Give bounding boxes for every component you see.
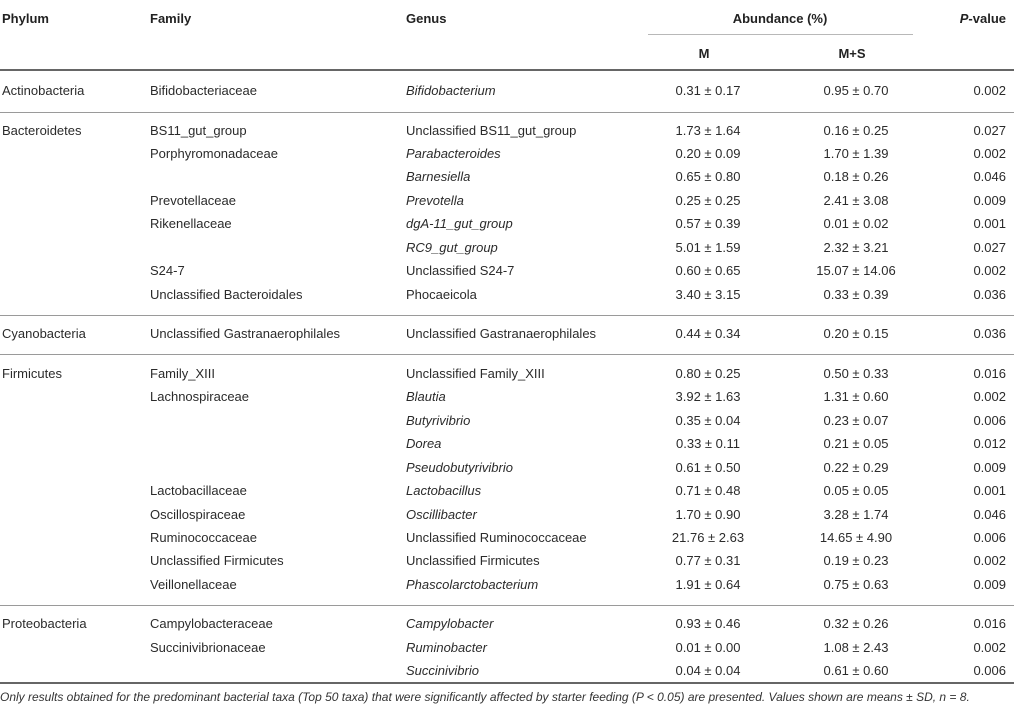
group-divider xyxy=(0,354,1014,355)
group-divider xyxy=(0,605,1014,606)
genus-cell: Campylobacter xyxy=(406,616,494,631)
header-m-plus-s: M+S xyxy=(838,46,866,61)
m-value-cell: 0.01 ± 0.00 xyxy=(675,640,741,655)
genus-cell: Parabacteroides xyxy=(406,146,501,161)
p-value-cell: 0.009 xyxy=(973,577,1006,592)
genus-cell: Phascolarctobacterium xyxy=(406,577,539,592)
genus-cell: Bifidobacterium xyxy=(406,83,496,98)
genus-cell: Unclassified Family_XIII xyxy=(406,366,545,381)
m-plus-s-value-cell: 0.16 ± 0.25 xyxy=(823,123,889,138)
p-value-cell: 0.006 xyxy=(973,413,1006,428)
family-cell: Oscillospiraceae xyxy=(150,507,246,522)
m-plus-s-value-cell: 0.23 ± 0.07 xyxy=(823,413,889,428)
family-cell: Porphyromonadaceae xyxy=(150,146,278,161)
family-cell: Unclassified Gastranaerophilales xyxy=(150,326,341,341)
genus-cell: Succinivibrio xyxy=(406,663,479,678)
p-value-cell: 0.046 xyxy=(973,169,1006,184)
m-plus-s-value-cell: 2.41 ± 3.08 xyxy=(823,193,889,208)
genus-cell: Butyrivibrio xyxy=(406,413,471,428)
group-divider xyxy=(0,112,1014,113)
family-cell: Family_XIII xyxy=(150,366,216,381)
p-value-cell: 0.002 xyxy=(973,83,1006,98)
p-value-cell: 0.006 xyxy=(973,530,1006,545)
genus-cell: Pseudobutyrivibrio xyxy=(406,460,513,475)
m-plus-s-value-cell: 0.75 ± 0.63 xyxy=(823,577,889,592)
header-p-value xyxy=(960,11,1006,27)
genus-cell: Unclassified Firmicutes xyxy=(406,553,540,568)
family-cell: Bifidobacteriaceae xyxy=(150,83,257,98)
family-cell: Unclassified Bacteroidales xyxy=(150,287,303,302)
m-value-cell: 0.44 ± 0.34 xyxy=(675,326,741,341)
phylum-cell: Actinobacteria xyxy=(2,83,85,98)
p-value-cell: 0.002 xyxy=(973,640,1006,655)
m-value-cell: 1.73 ± 1.64 xyxy=(675,123,741,138)
p-value-cell: 0.002 xyxy=(973,389,1006,404)
phylum-cell: Cyanobacteria xyxy=(2,326,86,341)
m-value-cell: 0.61 ± 0.50 xyxy=(675,460,741,475)
m-plus-s-value-cell: 0.22 ± 0.29 xyxy=(823,460,889,475)
abundance-subrule xyxy=(648,34,913,35)
genus-cell: dgA-11_gut_group xyxy=(406,216,513,231)
family-cell: Campylobacteraceae xyxy=(150,616,273,631)
m-value-cell: 0.71 ± 0.48 xyxy=(675,483,741,498)
m-plus-s-value-cell: 1.31 ± 0.60 xyxy=(823,389,889,404)
genus-cell: Unclassified Ruminococcaceae xyxy=(406,530,587,545)
m-plus-s-value-cell: 0.50 ± 0.33 xyxy=(823,366,889,381)
m-value-cell: 0.77 ± 0.31 xyxy=(675,553,741,568)
m-plus-s-value-cell: 15.07 ± 14.06 xyxy=(816,263,896,278)
header-p-italic: P xyxy=(959,11,969,26)
family-cell: Lachnospiraceae xyxy=(150,389,250,404)
m-plus-s-value-cell: 2.32 ± 3.21 xyxy=(823,240,889,255)
p-value-cell: 0.027 xyxy=(973,240,1006,255)
m-value-cell: 0.93 ± 0.46 xyxy=(675,616,741,631)
m-plus-s-value-cell: 0.21 ± 0.05 xyxy=(823,436,889,451)
family-cell: Veillonellaceae xyxy=(150,577,237,592)
genus-cell: Oscillibacter xyxy=(406,507,477,522)
genus-cell: Lactobacillus xyxy=(406,483,482,498)
m-value-cell: 0.31 ± 0.17 xyxy=(675,83,741,98)
phylum-cell: Bacteroidetes xyxy=(2,123,82,138)
genus-cell: Phocaeicola xyxy=(406,287,477,302)
m-plus-s-value-cell: 1.70 ± 1.39 xyxy=(823,146,889,161)
m-value-cell: 21.76 ± 2.63 xyxy=(671,530,745,545)
p-value-cell: 0.002 xyxy=(973,263,1006,278)
p-value-cell: 0.027 xyxy=(973,123,1006,138)
p-value-cell: 0.009 xyxy=(973,460,1006,475)
m-plus-s-value-cell: 0.33 ± 0.39 xyxy=(823,287,889,302)
p-value-cell: 0.016 xyxy=(973,366,1006,381)
m-value-cell: 1.91 ± 0.64 xyxy=(675,577,741,592)
p-value-cell: 0.016 xyxy=(973,616,1006,631)
header-phylum: Phylum xyxy=(2,11,49,26)
m-plus-s-value-cell: 0.19 ± 0.23 xyxy=(823,553,889,568)
m-plus-s-value-cell: 0.05 ± 0.05 xyxy=(823,483,889,498)
genus-cell: Prevotella xyxy=(406,193,464,208)
m-plus-s-value-cell: 3.28 ± 1.74 xyxy=(823,507,889,522)
m-plus-s-value-cell: 0.95 ± 0.70 xyxy=(823,83,889,98)
family-cell: Rikenellaceae xyxy=(150,216,232,231)
m-plus-s-value-cell: 0.18 ± 0.26 xyxy=(823,169,889,184)
genus-cell: Unclassified BS11_gut_group xyxy=(406,123,577,138)
group-divider xyxy=(0,315,1014,316)
m-value-cell: 0.20 ± 0.09 xyxy=(675,146,741,161)
m-plus-s-value-cell: 14.65 ± 4.90 xyxy=(819,530,893,545)
m-value-cell: 0.35 ± 0.04 xyxy=(675,413,741,428)
family-cell: Succinivibrionaceae xyxy=(150,640,266,655)
genus-cell: Unclassified Gastranaerophilales xyxy=(406,326,597,341)
m-plus-s-value-cell: 0.01 ± 0.02 xyxy=(823,216,889,231)
m-value-cell: 5.01 ± 1.59 xyxy=(675,240,741,255)
p-value-cell: 0.002 xyxy=(973,146,1006,161)
genus-cell: Dorea xyxy=(406,436,442,451)
m-value-cell: 0.60 ± 0.65 xyxy=(675,263,741,278)
m-plus-s-value-cell: 0.20 ± 0.15 xyxy=(823,326,889,341)
family-cell: BS11_gut_group xyxy=(150,123,247,138)
p-value-cell: 0.046 xyxy=(973,507,1006,522)
phylum-cell: Firmicutes xyxy=(2,366,62,381)
m-value-cell: 0.65 ± 0.80 xyxy=(675,169,741,184)
genus-cell: Unclassified S24-7 xyxy=(406,263,515,278)
genus-cell: Blautia xyxy=(406,389,446,404)
family-cell: Unclassified Firmicutes xyxy=(150,553,284,568)
p-value-cell: 0.036 xyxy=(973,326,1006,341)
p-value-cell: 0.012 xyxy=(973,436,1006,451)
m-value-cell: 0.33 ± 0.11 xyxy=(676,436,740,451)
table-footnote: Only results obtained for the predominant bacterial taxa (Top 50 taxa) that were significantly affected by starter feeding (P < 0.05) are presented. Values shown are means ± SD, n = 8. xyxy=(0,690,970,704)
m-plus-s-value-cell: 0.32 ± 0.26 xyxy=(823,616,889,631)
family-cell: Lactobacillaceae xyxy=(150,483,247,498)
family-cell: Prevotellaceae xyxy=(150,193,236,208)
genus-cell: RC9_gut_group xyxy=(406,240,498,255)
p-value-cell: 0.002 xyxy=(973,553,1006,568)
m-value-cell: 1.70 ± 0.90 xyxy=(675,507,741,522)
table-bottom-rule xyxy=(0,682,1014,684)
p-value-cell: 0.009 xyxy=(973,193,1006,208)
m-value-cell: 0.57 ± 0.39 xyxy=(675,216,741,231)
header-rule xyxy=(0,69,1014,71)
genus-cell: Ruminobacter xyxy=(406,640,487,655)
phylum-cell: Proteobacteria xyxy=(2,616,87,631)
m-value-cell: 3.40 ± 3.15 xyxy=(675,287,741,302)
p-value-cell: 0.036 xyxy=(973,287,1006,302)
m-plus-s-value-cell: 1.08 ± 2.43 xyxy=(823,640,889,655)
m-value-cell: 0.04 ± 0.04 xyxy=(675,663,741,678)
p-value-cell: 0.006 xyxy=(973,663,1006,678)
header-p-suffix: -value xyxy=(968,11,1006,26)
family-cell: S24-7 xyxy=(150,263,185,278)
m-value-cell: 0.80 ± 0.25 xyxy=(675,366,741,381)
header-genus: Genus xyxy=(406,11,447,26)
family-cell: Ruminococcaceae xyxy=(150,530,257,545)
header-family: Family xyxy=(150,11,192,26)
m-value-cell: 0.25 ± 0.25 xyxy=(675,193,741,208)
m-plus-s-value-cell: 0.61 ± 0.60 xyxy=(823,663,889,678)
p-value-cell: 0.001 xyxy=(973,216,1006,231)
genus-cell: Barnesiella xyxy=(406,169,471,184)
m-value-cell: 3.92 ± 1.63 xyxy=(675,389,741,404)
header-m: M xyxy=(698,46,710,61)
p-value-cell: 0.001 xyxy=(973,483,1006,498)
header-abundance: Abundance (%) xyxy=(732,11,828,26)
